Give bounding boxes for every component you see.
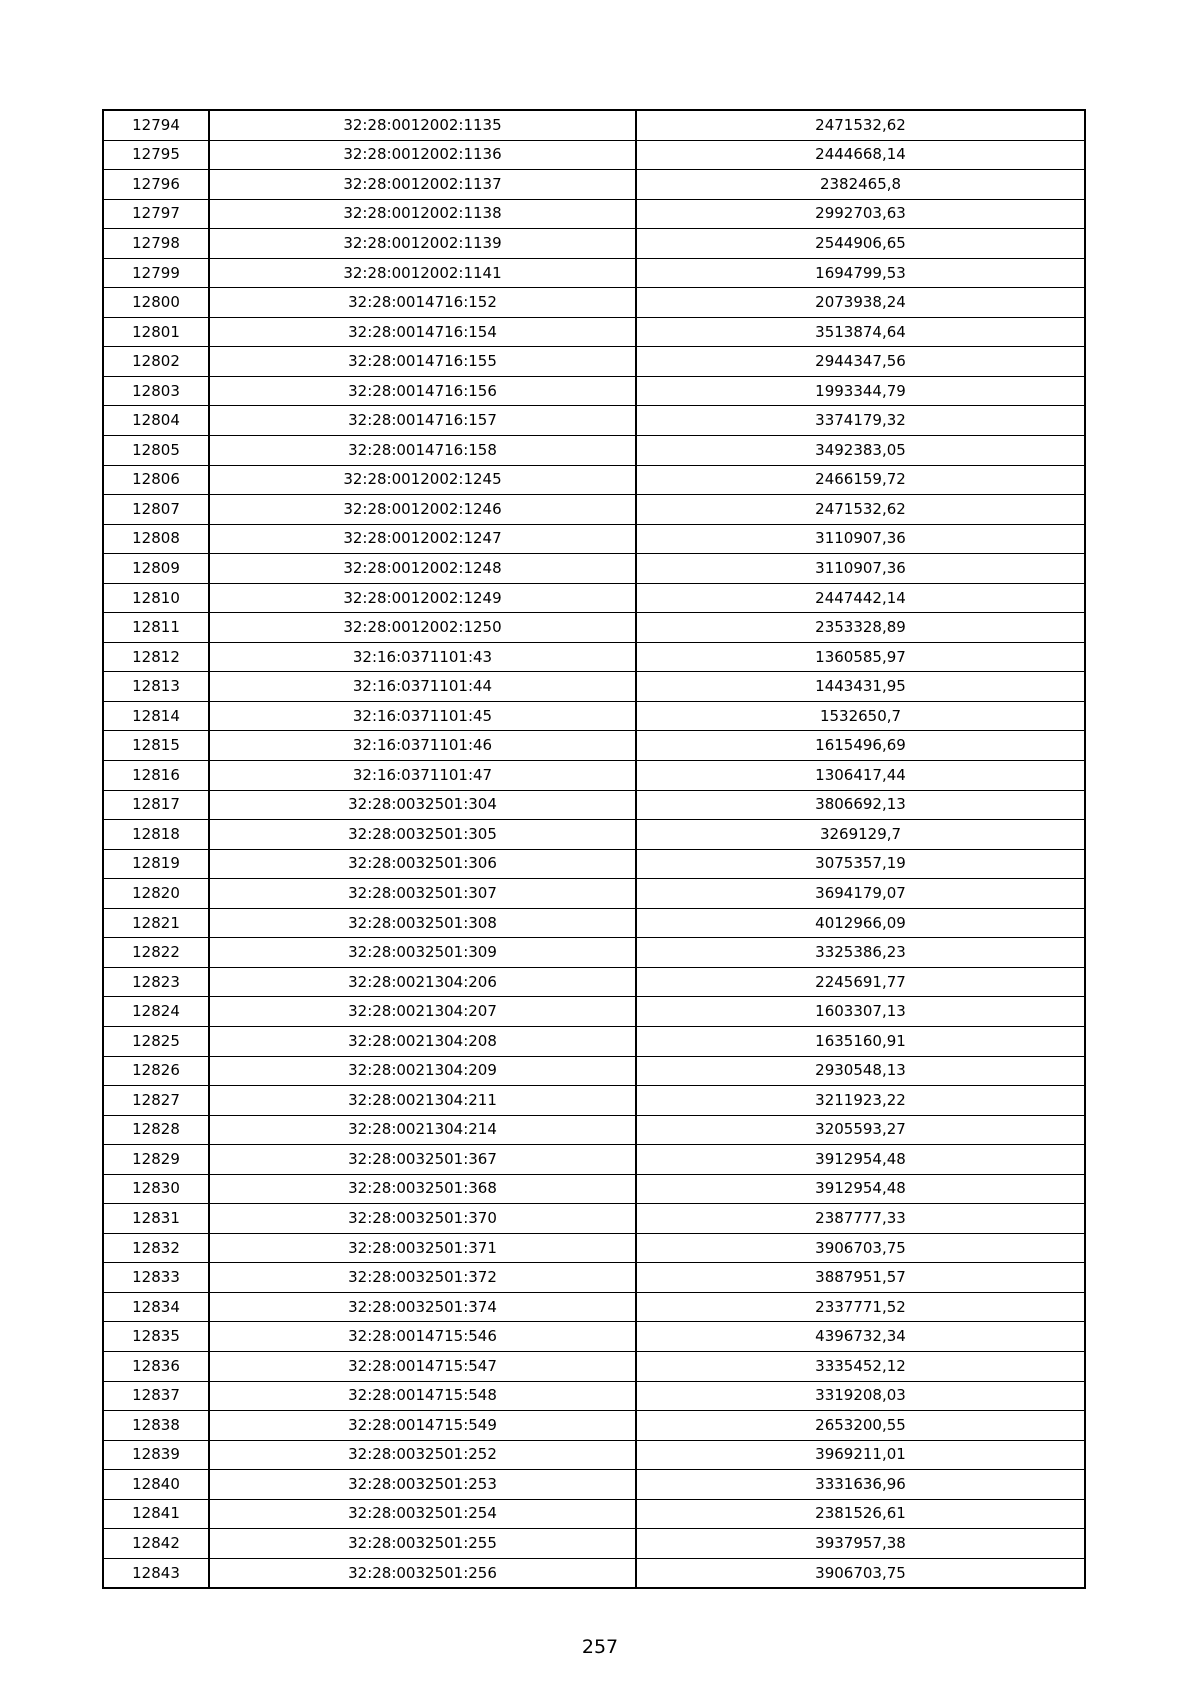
table-body	[103, 110, 1085, 1588]
cadastral-number-cell: 32:28:0032501:308	[209, 908, 636, 938]
table-row	[103, 1263, 1085, 1293]
value-cell: 3331636,96	[636, 1470, 1085, 1500]
row-number-cell: 12802	[103, 347, 209, 377]
table-row	[103, 642, 1085, 672]
cadastral-number-cell: 32:28:0021304:209	[209, 1056, 636, 1086]
cadastral-number-cell: 32:28:0012002:1247	[209, 524, 636, 554]
cadastral-number-cell: 32:28:0014715:547	[209, 1351, 636, 1381]
value-cell: 3319208,03	[636, 1381, 1085, 1411]
table-row	[103, 613, 1085, 643]
cadastral-number-cell: 32:16:0371101:43	[209, 642, 636, 672]
row-number-cell: 12833	[103, 1263, 209, 1293]
value-cell: 3205593,27	[636, 1115, 1085, 1145]
value-cell: 1532650,7	[636, 701, 1085, 731]
table-row	[103, 1351, 1085, 1381]
row-number-cell: 12840	[103, 1470, 209, 1500]
value-cell: 3075357,19	[636, 849, 1085, 879]
value-cell: 2471532,62	[636, 110, 1085, 140]
row-number-cell: 12800	[103, 288, 209, 318]
cadastral-number-cell: 32:28:0032501:252	[209, 1440, 636, 1470]
value-cell: 3492383,05	[636, 436, 1085, 466]
cadastral-number-cell: 32:28:0012002:1249	[209, 583, 636, 613]
cadastral-number-cell: 32:28:0012002:1250	[209, 613, 636, 643]
table-row	[103, 1174, 1085, 1204]
row-number-cell: 12809	[103, 554, 209, 584]
row-number-cell: 12804	[103, 406, 209, 436]
row-number-cell: 12823	[103, 967, 209, 997]
row-number-cell: 12830	[103, 1174, 209, 1204]
row-number-cell: 12829	[103, 1145, 209, 1175]
value-cell: 3694179,07	[636, 879, 1085, 909]
table-row	[103, 849, 1085, 879]
cadastral-number-cell: 32:28:0014716:156	[209, 376, 636, 406]
value-cell: 1694799,53	[636, 258, 1085, 288]
value-cell: 1603307,13	[636, 997, 1085, 1027]
table-row	[103, 406, 1085, 436]
table-row	[103, 140, 1085, 170]
row-number-cell: 12824	[103, 997, 209, 1027]
value-cell: 2073938,24	[636, 288, 1085, 318]
table-row	[103, 1499, 1085, 1529]
row-number-cell: 12797	[103, 199, 209, 229]
value-cell: 1306417,44	[636, 761, 1085, 791]
row-number-cell: 12817	[103, 790, 209, 820]
cadastral-number-cell: 32:28:0032501:309	[209, 938, 636, 968]
value-cell: 2337771,52	[636, 1292, 1085, 1322]
table-row	[103, 495, 1085, 525]
row-number-cell: 12805	[103, 436, 209, 466]
cadastral-number-cell: 32:28:0014716:154	[209, 317, 636, 347]
cadastral-number-cell: 32:28:0032501:368	[209, 1174, 636, 1204]
value-cell: 2444668,14	[636, 140, 1085, 170]
row-number-cell: 12836	[103, 1351, 209, 1381]
table-row	[103, 1381, 1085, 1411]
table-row	[103, 1292, 1085, 1322]
table-row	[103, 110, 1085, 140]
data-table	[102, 109, 1086, 1589]
cadastral-number-cell: 32:28:0012002:1245	[209, 465, 636, 495]
row-number-cell: 12803	[103, 376, 209, 406]
table-row	[103, 199, 1085, 229]
row-number-cell: 12835	[103, 1322, 209, 1352]
row-number-cell: 12812	[103, 642, 209, 672]
row-number-cell: 12795	[103, 140, 209, 170]
table-row	[103, 1558, 1085, 1588]
row-number-cell: 12815	[103, 731, 209, 761]
value-cell: 2471532,62	[636, 495, 1085, 525]
row-number-cell: 12834	[103, 1292, 209, 1322]
table-row	[103, 1233, 1085, 1263]
cadastral-number-cell: 32:16:0371101:46	[209, 731, 636, 761]
value-cell: 3335452,12	[636, 1351, 1085, 1381]
table-row	[103, 1086, 1085, 1116]
table-row	[103, 229, 1085, 259]
value-cell: 1360585,97	[636, 642, 1085, 672]
value-cell: 4396732,34	[636, 1322, 1085, 1352]
row-number-cell: 12822	[103, 938, 209, 968]
table-row	[103, 1115, 1085, 1145]
table-row	[103, 317, 1085, 347]
cadastral-number-cell: 32:28:0012002:1136	[209, 140, 636, 170]
table-row	[103, 1322, 1085, 1352]
row-number-cell: 12810	[103, 583, 209, 613]
row-number-cell: 12813	[103, 672, 209, 702]
value-cell: 3269129,7	[636, 820, 1085, 850]
table-row	[103, 1440, 1085, 1470]
row-number-cell: 12837	[103, 1381, 209, 1411]
cadastral-number-cell: 32:28:0032501:370	[209, 1204, 636, 1234]
table-row	[103, 583, 1085, 613]
cadastral-number-cell: 32:28:0032501:367	[209, 1145, 636, 1175]
cadastral-number-cell: 32:28:0032501:304	[209, 790, 636, 820]
value-cell: 1635160,91	[636, 1026, 1085, 1056]
row-number-cell: 12828	[103, 1115, 209, 1145]
table-row	[103, 997, 1085, 1027]
cadastral-number-cell: 32:28:0014716:158	[209, 436, 636, 466]
cadastral-number-cell: 32:28:0032501:374	[209, 1292, 636, 1322]
row-number-cell: 12798	[103, 229, 209, 259]
value-cell: 3374179,32	[636, 406, 1085, 436]
value-cell: 3110907,36	[636, 554, 1085, 584]
value-cell: 2544906,65	[636, 229, 1085, 259]
cadastral-number-cell: 32:28:0032501:255	[209, 1529, 636, 1559]
row-number-cell: 12826	[103, 1056, 209, 1086]
row-number-cell: 12825	[103, 1026, 209, 1056]
value-cell: 2353328,89	[636, 613, 1085, 643]
table-row	[103, 879, 1085, 909]
row-number-cell: 12811	[103, 613, 209, 643]
table-row	[103, 1056, 1085, 1086]
cadastral-number-cell: 32:28:0012002:1135	[209, 110, 636, 140]
value-cell: 1615496,69	[636, 731, 1085, 761]
value-cell: 2382465,8	[636, 170, 1085, 200]
table-row	[103, 967, 1085, 997]
value-cell: 2381526,61	[636, 1499, 1085, 1529]
value-cell: 1993344,79	[636, 376, 1085, 406]
value-cell: 2245691,77	[636, 967, 1085, 997]
cadastral-number-cell: 32:28:0021304:211	[209, 1086, 636, 1116]
value-cell: 2653200,55	[636, 1411, 1085, 1441]
row-number-cell: 12821	[103, 908, 209, 938]
cadastral-number-cell: 32:28:0012002:1138	[209, 199, 636, 229]
value-cell: 3937957,38	[636, 1529, 1085, 1559]
page-number: 257	[581, 1636, 619, 1658]
row-number-cell: 12843	[103, 1558, 209, 1588]
row-number-cell: 12816	[103, 761, 209, 791]
table-row	[103, 1411, 1085, 1441]
value-cell: 2992703,63	[636, 199, 1085, 229]
row-number-cell: 12796	[103, 170, 209, 200]
value-cell: 3906703,75	[636, 1233, 1085, 1263]
row-number-cell: 12820	[103, 879, 209, 909]
cadastral-number-cell: 32:28:0012002:1246	[209, 495, 636, 525]
table-row	[103, 701, 1085, 731]
cadastral-number-cell: 32:28:0012002:1139	[209, 229, 636, 259]
cadastral-number-cell: 32:16:0371101:44	[209, 672, 636, 702]
table-row	[103, 731, 1085, 761]
cadastral-number-cell: 32:28:0012002:1248	[209, 554, 636, 584]
value-cell: 3806692,13	[636, 790, 1085, 820]
table-row	[103, 820, 1085, 850]
table-row	[103, 258, 1085, 288]
cadastral-number-cell: 32:16:0371101:45	[209, 701, 636, 731]
table-row	[103, 1026, 1085, 1056]
row-number-cell: 12808	[103, 524, 209, 554]
table-row	[103, 170, 1085, 200]
row-number-cell: 12832	[103, 1233, 209, 1263]
cadastral-number-cell: 32:28:0021304:208	[209, 1026, 636, 1056]
table-row	[103, 761, 1085, 791]
cadastral-number-cell: 32:28:0021304:207	[209, 997, 636, 1027]
value-cell: 3110907,36	[636, 524, 1085, 554]
table-row	[103, 1145, 1085, 1175]
value-cell: 3969211,01	[636, 1440, 1085, 1470]
row-number-cell: 12838	[103, 1411, 209, 1441]
row-number-cell: 12806	[103, 465, 209, 495]
value-cell: 2447442,14	[636, 583, 1085, 613]
value-cell: 3887951,57	[636, 1263, 1085, 1293]
cadastral-number-cell: 32:28:0012002:1137	[209, 170, 636, 200]
table-row	[103, 790, 1085, 820]
cadastral-number-cell: 32:28:0012002:1141	[209, 258, 636, 288]
cadastral-number-cell: 32:28:0032501:307	[209, 879, 636, 909]
cadastral-number-cell: 32:28:0014716:155	[209, 347, 636, 377]
row-number-cell: 12831	[103, 1204, 209, 1234]
row-number-cell: 12842	[103, 1529, 209, 1559]
row-number-cell: 12827	[103, 1086, 209, 1116]
row-number-cell: 12801	[103, 317, 209, 347]
row-number-cell: 12839	[103, 1440, 209, 1470]
cadastral-number-cell: 32:28:0032501:305	[209, 820, 636, 850]
value-cell: 3912954,48	[636, 1174, 1085, 1204]
value-cell: 3211923,22	[636, 1086, 1085, 1116]
table-row	[103, 554, 1085, 584]
value-cell: 3912954,48	[636, 1145, 1085, 1175]
value-cell: 3906703,75	[636, 1558, 1085, 1588]
table-row	[103, 1529, 1085, 1559]
value-cell: 4012966,09	[636, 908, 1085, 938]
cadastral-number-cell: 32:28:0032501:256	[209, 1558, 636, 1588]
row-number-cell: 12819	[103, 849, 209, 879]
cadastral-number-cell: 32:28:0014715:546	[209, 1322, 636, 1352]
row-number-cell: 12818	[103, 820, 209, 850]
table-row	[103, 524, 1085, 554]
row-number-cell: 12799	[103, 258, 209, 288]
row-number-cell: 12841	[103, 1499, 209, 1529]
table-row	[103, 1470, 1085, 1500]
cadastral-number-cell: 32:28:0032501:306	[209, 849, 636, 879]
table-row	[103, 288, 1085, 318]
value-cell: 2387777,33	[636, 1204, 1085, 1234]
cadastral-number-cell: 32:28:0014715:548	[209, 1381, 636, 1411]
cadastral-number-cell: 32:28:0032501:372	[209, 1263, 636, 1293]
table-row	[103, 1204, 1085, 1234]
cadastral-number-cell: 32:28:0032501:371	[209, 1233, 636, 1263]
table-row	[103, 938, 1085, 968]
table-row	[103, 465, 1085, 495]
cadastral-number-cell: 32:28:0014715:549	[209, 1411, 636, 1441]
value-cell: 2466159,72	[636, 465, 1085, 495]
value-cell: 2930548,13	[636, 1056, 1085, 1086]
value-cell: 1443431,95	[636, 672, 1085, 702]
cadastral-number-cell: 32:28:0021304:206	[209, 967, 636, 997]
row-number-cell: 12794	[103, 110, 209, 140]
cadastral-number-cell: 32:16:0371101:47	[209, 761, 636, 791]
table-row	[103, 347, 1085, 377]
row-number-cell: 12814	[103, 701, 209, 731]
cadastral-number-cell: 32:28:0014716:157	[209, 406, 636, 436]
table-row	[103, 672, 1085, 702]
table-row	[103, 376, 1085, 406]
cadastral-number-cell: 32:28:0014716:152	[209, 288, 636, 318]
cadastral-number-cell: 32:28:0021304:214	[209, 1115, 636, 1145]
cadastral-number-cell: 32:28:0032501:254	[209, 1499, 636, 1529]
cadastral-number-cell: 32:28:0032501:253	[209, 1470, 636, 1500]
row-number-cell: 12807	[103, 495, 209, 525]
value-cell: 3513874,64	[636, 317, 1085, 347]
value-cell: 3325386,23	[636, 938, 1085, 968]
value-cell: 2944347,56	[636, 347, 1085, 377]
table-row	[103, 908, 1085, 938]
table-row	[103, 436, 1085, 466]
